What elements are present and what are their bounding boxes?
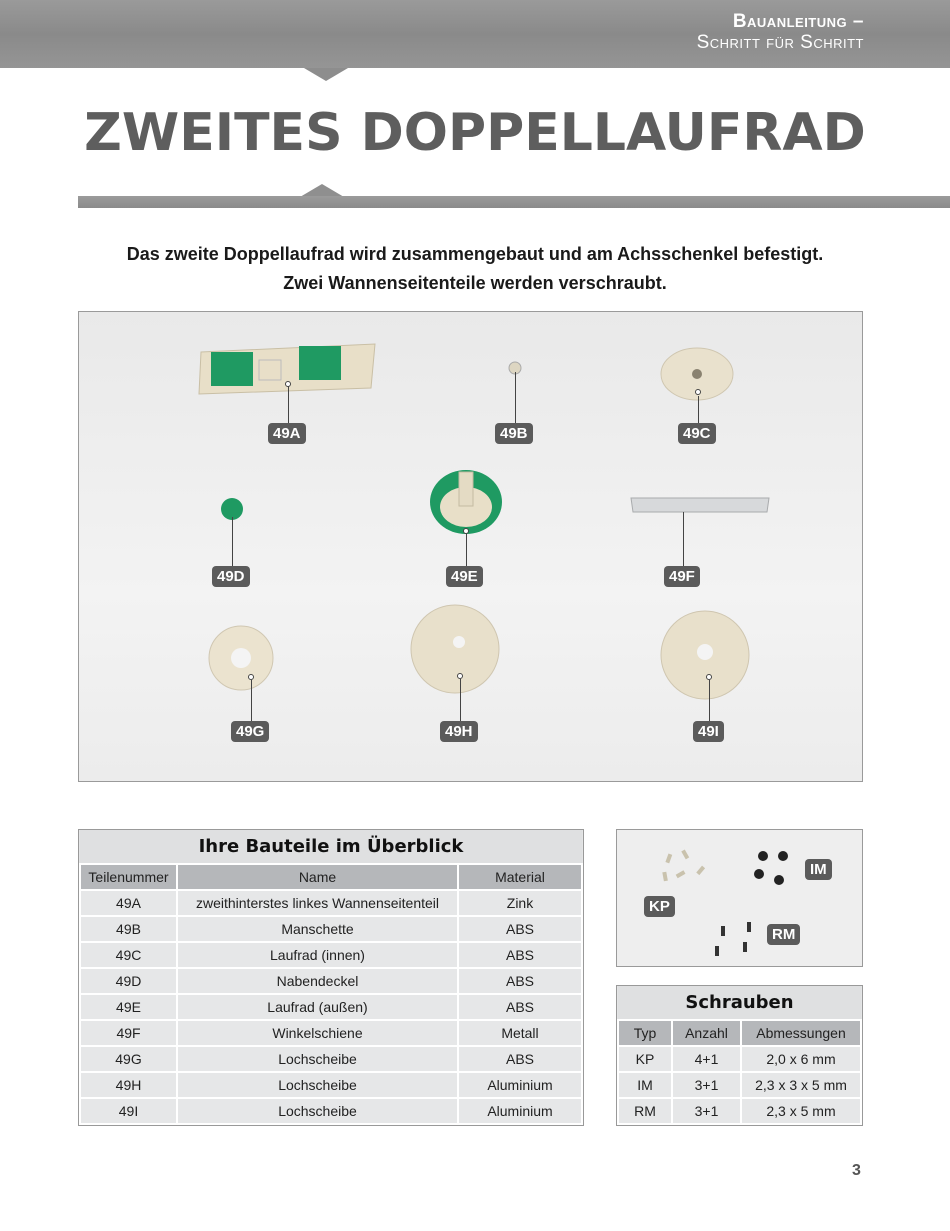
kp-screws-image — [662, 850, 705, 882]
table-row — [80, 942, 582, 968]
table-row — [618, 1046, 861, 1072]
part-label-49i: 49I — [693, 721, 724, 742]
column-header: Abmessungen — [741, 1020, 861, 1046]
part-label-49g: 49G — [231, 721, 269, 742]
column-header: Name — [177, 864, 458, 890]
part-number: 49E — [80, 994, 177, 1020]
part-49i-image — [661, 611, 749, 699]
part-name: Laufrad (außen) — [177, 994, 458, 1020]
part-label-49d: 49D — [212, 566, 250, 587]
screws-photo — [616, 829, 863, 967]
part-material: Aluminium — [458, 1098, 582, 1124]
intro-text — [40, 240, 910, 298]
screw-count: 4+1 — [672, 1046, 741, 1072]
part-49e-image — [430, 470, 502, 534]
part-label-49b: 49B — [495, 423, 533, 444]
rm-screws-image — [715, 922, 751, 956]
part-material: ABS — [458, 942, 582, 968]
part-number: 49H — [80, 1072, 177, 1098]
leader-dot-49c — [695, 389, 701, 395]
screws-table — [616, 985, 863, 1126]
part-material: ABS — [458, 994, 582, 1020]
parts-table — [78, 829, 584, 1126]
screw-label-rm: RM — [767, 924, 800, 945]
im-screws-image — [754, 851, 788, 885]
screw-label-kp: KP — [644, 896, 675, 917]
page-number: 3 — [852, 1162, 861, 1179]
part-material: Aluminium — [458, 1072, 582, 1098]
screw-count: 3+1 — [672, 1098, 741, 1124]
part-name: zweithinterstes linkes Wannenseitenteil — [177, 890, 458, 916]
leader-49b — [515, 372, 516, 424]
screws-table-caption: Schrauben — [618, 986, 861, 1020]
leader-49d — [232, 517, 233, 567]
section-header-line2: Schritt für Schritt — [696, 31, 864, 53]
table-row — [80, 1046, 582, 1072]
part-material: Zink — [458, 890, 582, 916]
leader-dot-49g — [248, 674, 254, 680]
header-notch — [304, 68, 348, 81]
screw-type: IM — [618, 1072, 672, 1098]
section-header — [697, 12, 864, 54]
table-row — [618, 1098, 861, 1124]
leader-dot-49a — [285, 381, 291, 387]
part-material: ABS — [458, 916, 582, 942]
screw-label-im: IM — [805, 859, 832, 880]
screw-dimensions: 2,0 x 6 mm — [741, 1046, 861, 1072]
screw-dimensions: 2,3 x 5 mm — [741, 1098, 861, 1124]
part-material: ABS — [458, 968, 582, 994]
table-row — [80, 890, 582, 916]
table-row — [80, 1098, 582, 1124]
leader-49i — [709, 680, 710, 722]
column-header: Anzahl — [672, 1020, 741, 1046]
part-label-49a: 49A — [268, 423, 306, 444]
screw-dimensions: 2,3 x 3 x 5 mm — [741, 1072, 861, 1098]
page-title: ZWEITES DOPPELLAUFRAD — [84, 103, 866, 163]
table-row — [618, 1072, 861, 1098]
leader-49a — [288, 386, 289, 424]
leader-49f — [683, 512, 684, 567]
column-header: Typ — [618, 1020, 672, 1046]
title-rule — [78, 196, 950, 208]
part-name: Laufrad (innen) — [177, 942, 458, 968]
part-number: 49C — [80, 942, 177, 968]
part-label-49e: 49E — [446, 566, 483, 587]
part-number: 49B — [80, 916, 177, 942]
table-row — [80, 1072, 582, 1098]
part-number: 49F — [80, 1020, 177, 1046]
part-number: 49A — [80, 890, 177, 916]
part-name: Lochscheibe — [177, 1072, 458, 1098]
leader-dot-49e — [463, 528, 469, 534]
section-header-line1: Bauanleitung – — [732, 11, 864, 32]
part-49g-image — [209, 626, 273, 690]
leader-dot-49i — [706, 674, 712, 680]
part-name: Winkelschiene — [177, 1020, 458, 1046]
intro-line2: Zwei Wannenseitenteile werden verschraubt. — [283, 273, 667, 293]
intro-line1: Das zweite Doppellaufrad wird zusammengebaut und am Achsschenkel befestigt. — [126, 244, 824, 264]
part-label-49f: 49F — [664, 566, 700, 587]
part-49h-image — [411, 605, 499, 693]
parts-photo — [78, 311, 863, 782]
leader-dot-49h — [457, 673, 463, 679]
column-header: Material — [458, 864, 582, 890]
part-material: ABS — [458, 1046, 582, 1072]
screw-type: RM — [618, 1098, 672, 1124]
part-label-49h: 49H — [440, 721, 478, 742]
leader-49e — [466, 534, 467, 567]
table-row — [80, 994, 582, 1020]
column-header: Teilenummer — [80, 864, 177, 890]
table-row — [80, 968, 582, 994]
part-name: Lochscheibe — [177, 1046, 458, 1072]
part-number: 49G — [80, 1046, 177, 1072]
parts-table-caption: Ihre Bauteile im Überblick — [80, 830, 582, 864]
table-row — [80, 916, 582, 942]
leader-49c — [698, 396, 699, 424]
parts-illustration — [79, 312, 864, 783]
part-name: Manschette — [177, 916, 458, 942]
part-number: 49I — [80, 1098, 177, 1124]
part-49f-image — [631, 498, 769, 512]
leader-49g — [251, 680, 252, 722]
part-label-49c: 49C — [678, 423, 716, 444]
screw-count: 3+1 — [672, 1072, 741, 1098]
part-name: Lochscheibe — [177, 1098, 458, 1124]
table-row — [80, 1020, 582, 1046]
part-material: Metall — [458, 1020, 582, 1046]
part-number: 49D — [80, 968, 177, 994]
screw-type: KP — [618, 1046, 672, 1072]
part-name: Nabendeckel — [177, 968, 458, 994]
leader-49h — [460, 679, 461, 722]
